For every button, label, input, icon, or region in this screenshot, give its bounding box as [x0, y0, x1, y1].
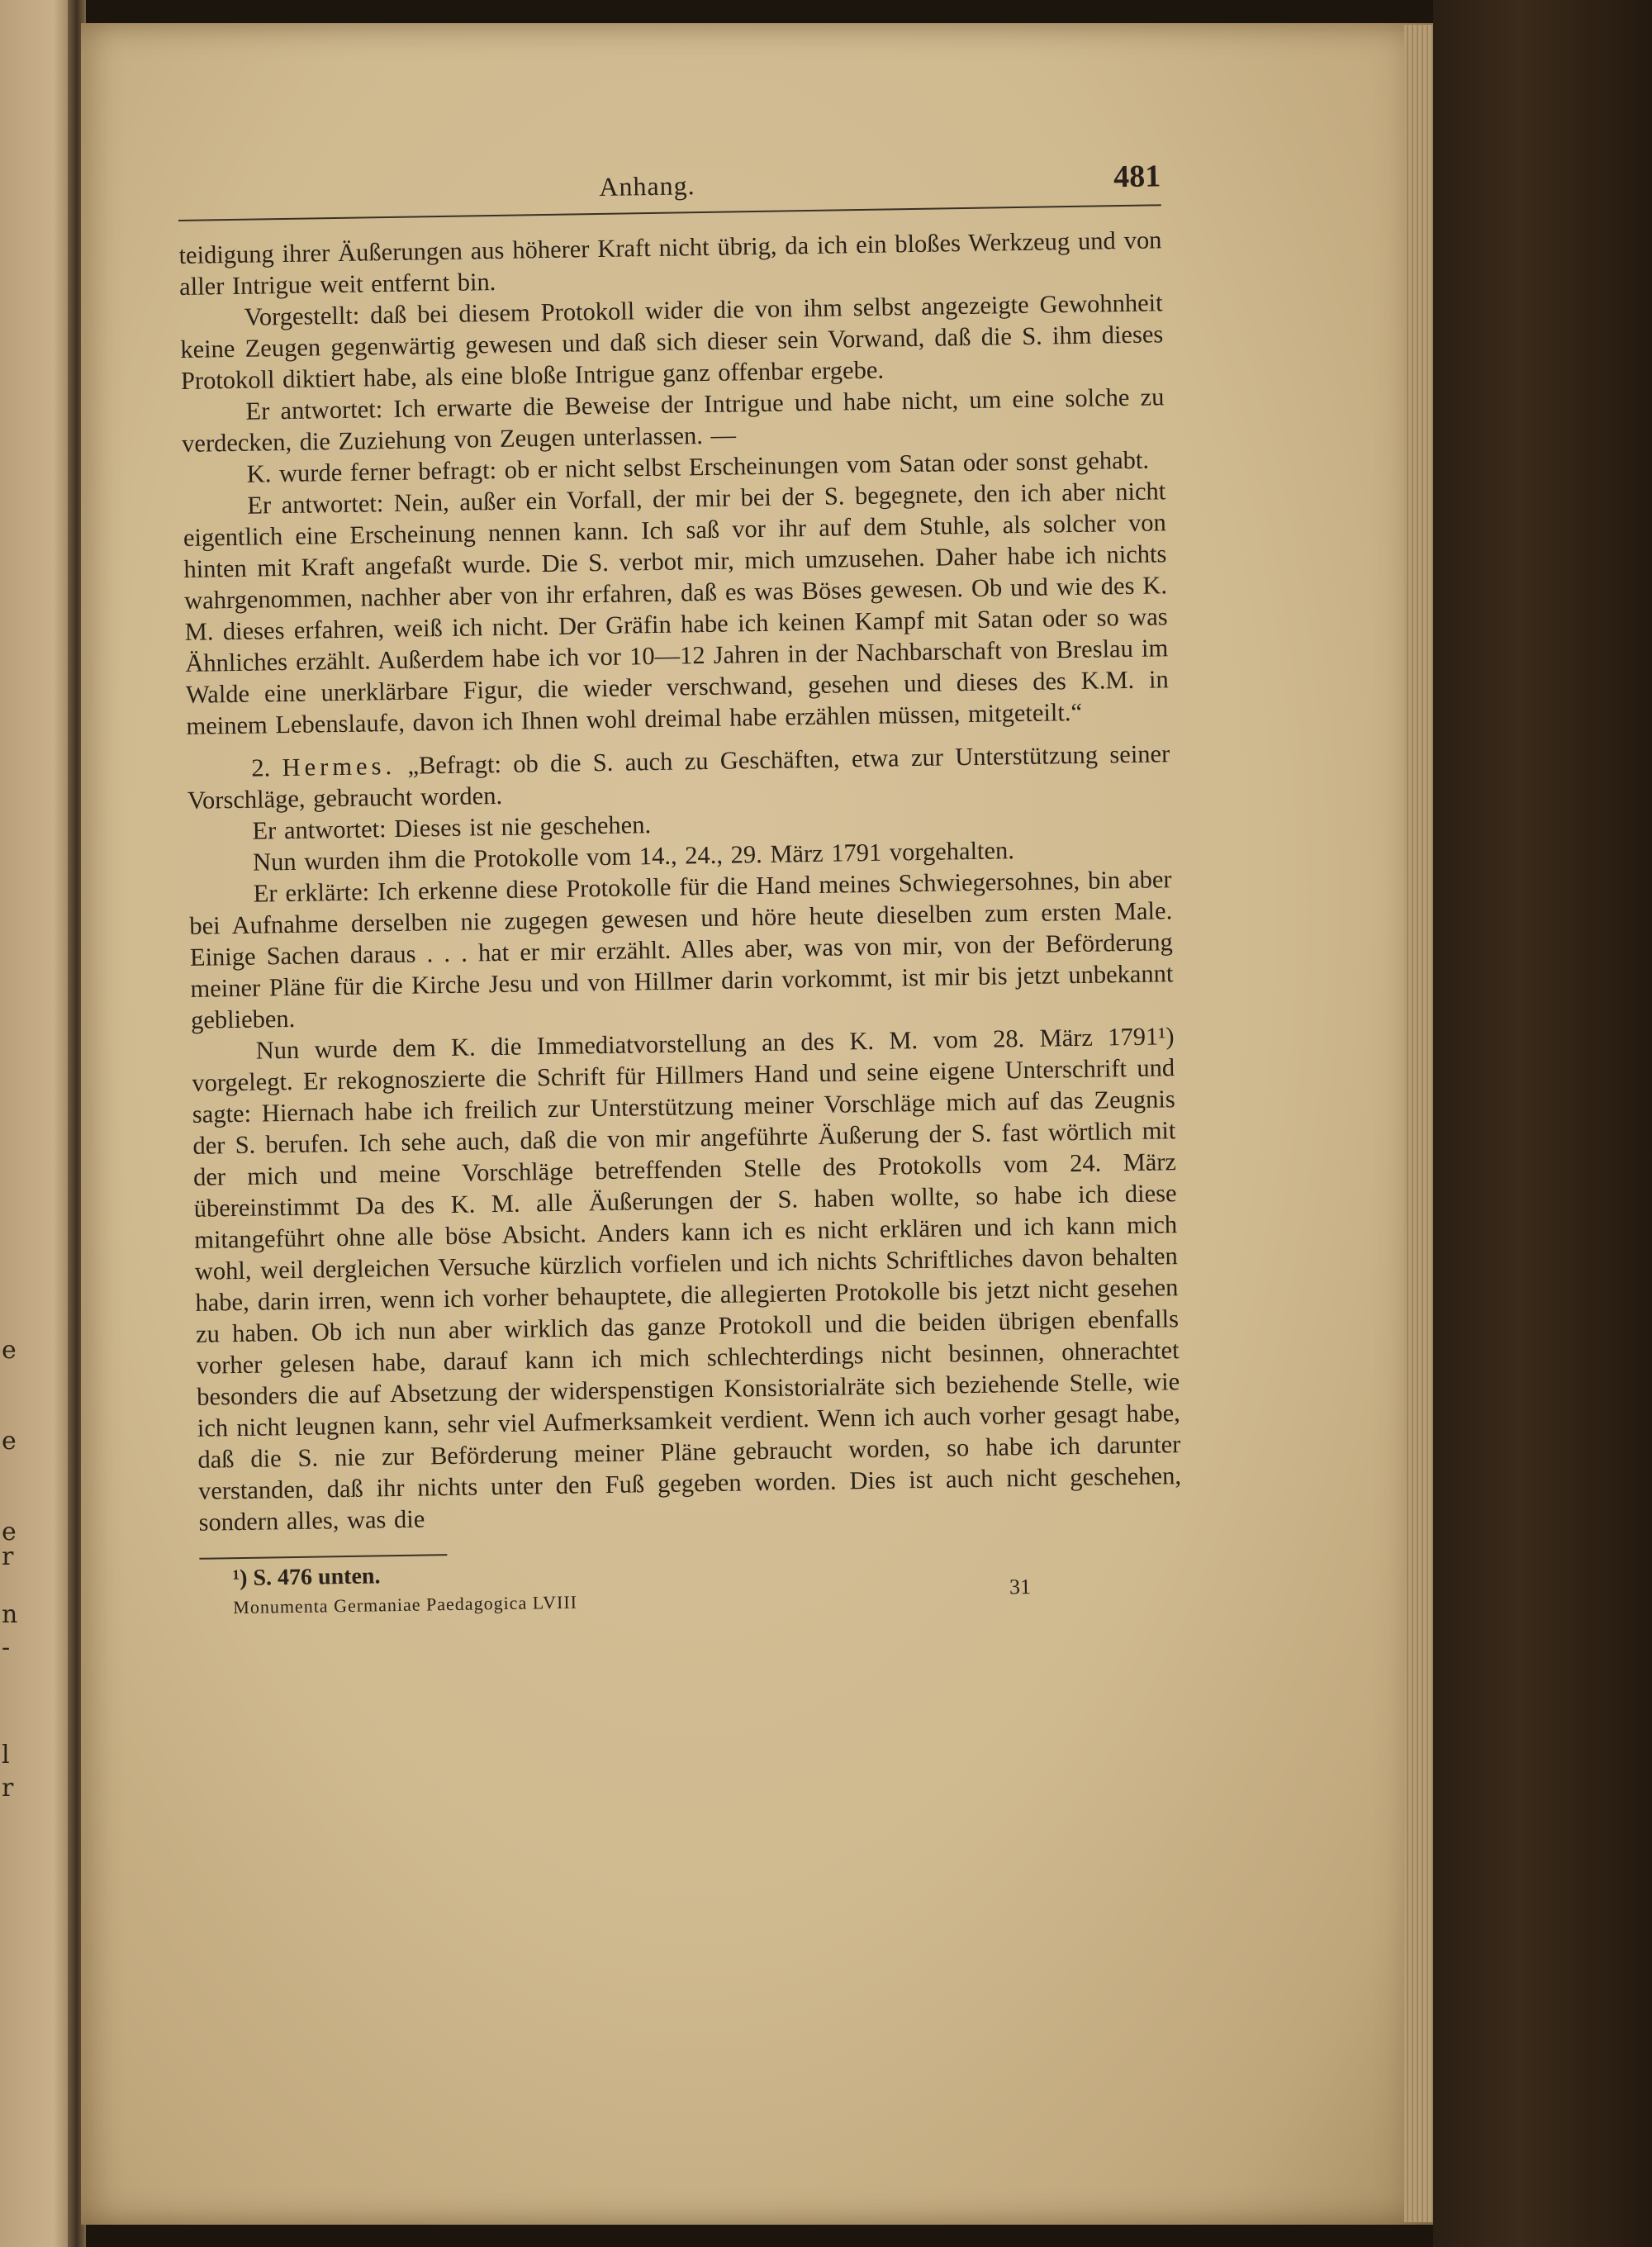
paragraph: Er antwortet: Dieses ist nie geschehen. [252, 810, 652, 845]
margin-mark: e [2, 1336, 17, 1365]
margin-mark: e [2, 1427, 17, 1456]
paragraph: Nun wurden ihm die Protokolle vom 14., 24., 29. März 1791 vorgehalten. [252, 836, 1015, 876]
footnote-rule [199, 1554, 447, 1560]
paragraph: Er antwortet: Nein, außer ein Vorfall, der mir bei der S. begegnete, den ich aber nicht eigentlich eine Erscheinung nennen kann. Ich saß vor ihr auf dem Stuhle, als solcher von hinten mit Kraft angefaßt wurde. Die S. verbot mir, mich umzusehen. Daher habe ich nichts wahrgenommen, nachher aber von ihr erfahren, daß es was Böses gewesen. Ob und wie des K. M. dieses erfahren, weiß ich nicht. Der Gräfin habe ich keinen Kampf mit Satan oder so was Ähnliches erzählt. Außerdem habe ich vor 10—12 Jahren in der Nachbarschaft von Breslau im Walde eine unerklärbare Figur, die wieder verschwand, gesehen und dieses des K.M. in meinem Lebenslaufe, davon ich Ihnen wohl dreimal habe erzählen müssen, mitgeteilt.“ [183, 477, 1170, 740]
section-text: „Befragt: ob die S. auch zu Geschäften, etwa zur Unterstützung seiner Vorschläge, gebraucht worden. [187, 739, 1170, 815]
paragraph: Vorgestellt: daß bei diesem Protokoll wider die von ihm selbst angezeigte Gewohnheit keine Zeugen gegenwärtig gewesen und daß sich dieser sein Vorwand, daß die S. ihm dieses Protokoll diktiert habe, als eine bloße Intrigue ganz offenbar ergebe. [180, 288, 1164, 395]
footnote: ¹) S. 476 unten. [232, 1563, 381, 1592]
page-content [178, 158, 1184, 1630]
margin-mark: r [2, 1774, 14, 1803]
header-title: Anhang. [599, 170, 695, 202]
book-cover [1433, 0, 1652, 2247]
paragraph: K. wurde ferner befragt: ob er nicht selbst Erscheinungen vom Satan oder sonst gehabt. [246, 445, 1150, 488]
margin-mark: - [2, 1633, 11, 1662]
page-number: 481 [1113, 159, 1161, 195]
section-number: 2. [251, 753, 271, 782]
signature-mark: 31 [1009, 1574, 1032, 1599]
paragraph: teidigung ihrer Äußerungen aus höherer Kraft nicht übrig, da ich ein bloßes Werkzeug und von aller Intrigue weit entfernt bin. [178, 226, 1162, 301]
margin-mark: l [2, 1741, 10, 1770]
margin-mark: r [2, 1542, 14, 1571]
paragraph: Er antwortet: Ich erwarte die Beweise der Intrigue und habe nicht, um eine solche zu verdecken, die Zuziehung von Zeugen unterlassen. — [181, 382, 1165, 458]
margin-mark: n [2, 1600, 18, 1629]
paragraph: Nun wurde dem K. die Immediatvorstellung an des K. M. vom 28. März 1791¹) vorgelegt. Er rekognoszierte die Schrift für Hillmers Hand und seine eigene Unterschrift und sagte: Hiernach habe ich freilich zur Unterstützung meiner Vorschläge mich auf das Zeugnis der S. berufen. Ich sehe auch, daß die von mir angeführte Äußerung der S. fast wörtlich mit der mich und meine Vorschläge betreffenden Stelle des Protokolls vom 24. März übereinstimmt Da des K. M. alle Äußerungen der S. haben wollte, so habe ich diese mitangeführt ohne alle böse Absicht. Anders kann ich es nicht erklären und ich kann mich wohl, weil dergleichen Versuche kürzlich vorfielen und ich nichts Schriftliches davon behalten habe, darin irren, wenn ich vorher behauptete, die allegierten Protokolle bis jetzt nicht gesehen zu haben. Ob ich nun aber wirklich das ganze Protokoll und die beiden übrigen ebenfalls vorher gelesen habe, darauf kann ich mich schlechterdings nicht besinnen, ohnerachtet besonders die auf Absetzung der widerspenstigen Konsistorialräte sich beziehende Stelle, wie ich nicht leugnen kann, sehr viel Aufmerksamkeit verdient. Wenn ich auch vorher gesagt habe, daß die S. nie zur Beförderung meiner Pläne gebraucht worden, so habe ich darunter verstanden, daß ihr nichts unter den Fuß gegeben worden. Dies ist auch nicht geschehen, sondern alles, was die [192, 1022, 1182, 1537]
facing-page-edge [0, 0, 76, 2247]
paragraph: Er erklärte: Ich erkenne diese Protokolle für die Hand meines Schwiegersohnes, bin aber bei Aufnahme derselben nie zugegen gewesen und höre heute dieselben zum ersten Male. Einige Sachen daraus . . . hat er mir erzählt. Alles aber, was von mir, von der Beförderung meiner Pläne für die Kirche Jesu und von Hillmer darin vorkommt, ist mir bis jetzt unbekannt geblieben. [189, 865, 1174, 1034]
margin-mark: e [2, 1518, 17, 1546]
footer-source: Monumenta Germaniae Paedagogica LVIII [233, 1591, 578, 1618]
section-name: Hermes. [282, 751, 396, 782]
